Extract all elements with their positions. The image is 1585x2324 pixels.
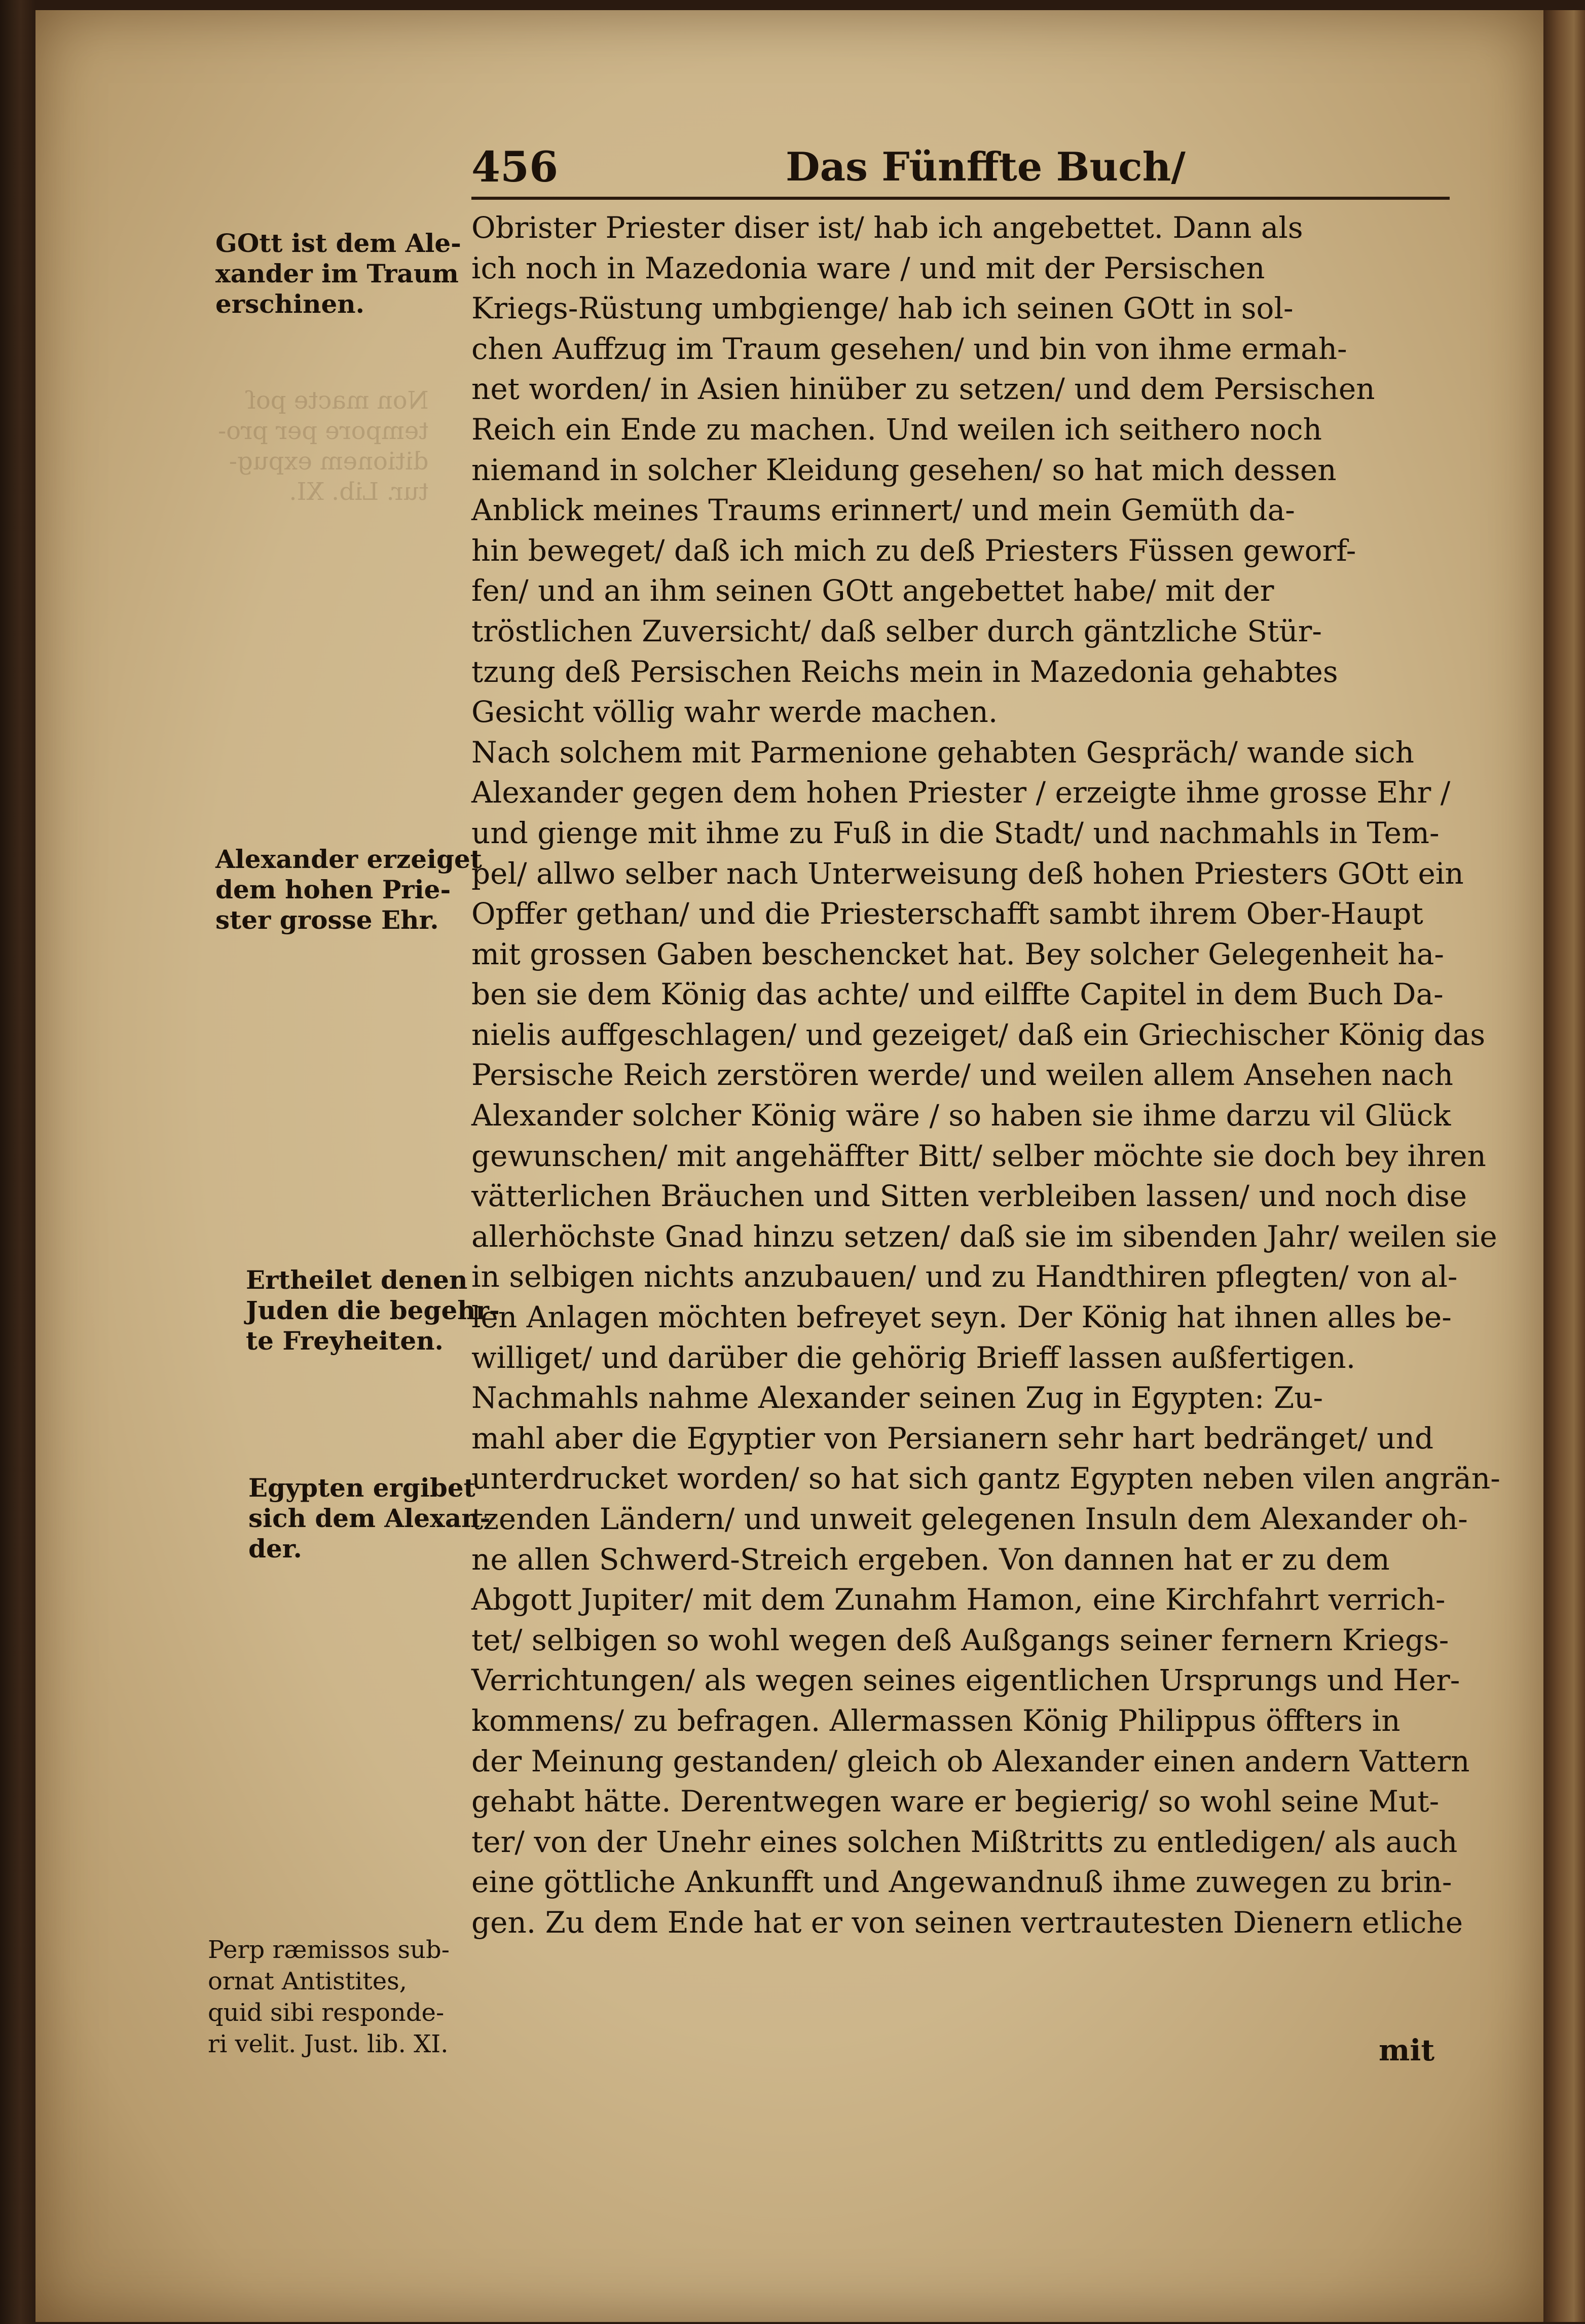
header-rule [471,197,1450,200]
page-header [471,142,1450,198]
text-line: Persische Reich zerstören werde/ und weilen allem Ansehen nach [471,1058,1453,1093]
text-line: der Meinung gestanden/ gleich ob Alexander einen andern Vattern [471,1744,1470,1778]
text-line: ter/ von der Unehr eines solchen Mißtritts zu entledigen/ als auch [471,1824,1458,1859]
margin-note-line: sich dem Alexan- [248,1503,491,1533]
text-line: tröstlichen Zuversicht/ daß selber durch gäntzliche Stür- [471,613,1322,648]
margin-note-line: xander im Traum [215,259,459,288]
margin-note-line: dem hohen Prie- [215,875,451,904]
latin-note-line: quid sibi responde- [208,1999,445,2027]
text-line: gewunschen/ mit angehäffter Bitt/ selber möchte sie doch bey ihren [471,1138,1486,1173]
paragraph [471,208,1450,733]
text-line: gehabt hätte. Derentwegen ware er begierig/ so wohl seine Mut- [471,1784,1440,1819]
text-line: mahl aber die Egyptier von Persianern sehr hart bedränget/ und [471,1421,1434,1456]
text-line: chen Auffzug im Traum gesehen/ und bin von ihme ermah- [471,331,1347,366]
text-line: nielis auffgeschlagen/ und gezeiget/ daß ein Griechischer König das [471,1017,1486,1052]
text-line: Anblick meines Traums erinnert/ und mein Gemüth da- [471,493,1295,528]
margin-note-line: erschinen. [215,289,365,319]
margin-note-line: GOtt ist dem Ale- [215,228,461,258]
text-line: Nach solchem mit Parmenione gehabten Gespräch/ wande sich [471,735,1414,770]
text-line: tet/ selbigen so wohl wegen deß Außgangs seiner fernern Kriegs- [471,1622,1449,1657]
margin-note-line: Alexander erzeiget [215,844,482,874]
text-line: niemand in solcher Kleidung gesehen/ so hat mich dessen [471,452,1337,487]
margin-note [246,1265,500,1356]
text-line: kommens/ zu befragen. Allermassen König Philippus öffters in [471,1703,1400,1738]
margin-note-line: ster grosse Ehr. [215,905,439,935]
text-line: Alexander solcher König wäre / so haben sie ihme darzu vil Glück [471,1098,1451,1133]
margin-note-line: Ertheilet denen [246,1265,468,1295]
text-line: Reich ein Ende zu machen. Und weilen ich seithero noch [471,412,1322,447]
text-line: eine göttliche Ankunfft und Angewandnuß ihme zuwegen zu brin- [471,1865,1452,1900]
catchword: mit [1379,2033,1435,2067]
text-line: Obrister Priester diser ist/ hab ich angebettet. Dann als [471,210,1303,245]
margin-note [215,228,461,319]
text-line: fen/ und an ihm seinen GOtt angebettet habe/ mit der [471,573,1274,608]
margin-note-line: der. [248,1534,302,1564]
page-number: 456 [471,143,559,192]
text-line: ben sie dem König das achte/ und eilffte Capitel in dem Buch Da- [471,977,1444,1012]
show-through-text: Non macte poſ tempore per pro- ditionem expug- tur. Lib. XI. [218,386,429,506]
text-line: allerhöchste Gnad hinzu setzen/ daß sie im sibenden Jahr/ weilen sie [471,1219,1497,1254]
text-line: Nachmahls nahme Alexander seinen Zug in Egypten: Zu- [471,1381,1323,1415]
running-head: Das Fünffte Buch/ [786,144,1186,190]
margin-note-line: Egypten ergibet [248,1473,475,1503]
paragraph [471,1378,1500,1943]
text-line: williget/ und darüber die gehörig Brieff lassen außfertigen. [471,1340,1356,1375]
text-line: ich noch in Mazedonia ware / und mit der Persischen [471,250,1265,285]
text-line: gen. Zu dem Ende hat er von seinen vertrautesten Dienern etliche [471,1905,1463,1940]
text-line: tzung deß Persischen Reichs mein in Mazedonia gehabtes [471,654,1338,689]
body-text [471,208,1500,1943]
text-line: pel/ allwo selber nach Unterweisung deß hohen Priesters GOtt ein [471,856,1464,891]
text-line: in selbigen nichts anzubauen/ und zu Handthiren pflegten/ von al- [471,1259,1458,1294]
text-line: und gienge mit ihme zu Fuß in die Stadt/ und nachmahls in Tem- [471,815,1440,850]
text-line: Verrichtungen/ als wegen seines eigentlichen Ursprungs und Her- [471,1663,1460,1698]
text-line: Abgott Jupiter/ mit dem Zunahm Hamon, eine Kirchfahrt verrich- [471,1582,1446,1617]
text-line: Gesicht völlig wahr werde machen. [471,695,998,730]
paragraph [471,733,1497,1378]
margin-note-line: te Freyheiten. [246,1326,444,1356]
margin-note [248,1473,491,1564]
text-line: Kriegs-Rüstung umbgienge/ hab ich seinen GOtt in sol- [471,291,1294,326]
text-line: hin beweget/ daß ich mich zu deß Priesters Füssen geworf- [471,533,1356,568]
latin-note-line: Perp ræmissos sub- [208,1936,450,1964]
text-line: unterdrucket worden/ so hat sich gantz Egypten neben vilen angrän- [471,1461,1500,1496]
text-line: net worden/ in Asien hinüber zu setzen/ und dem Persischen [471,372,1375,407]
text-line: tzenden Ländern/ und unweit gelegenen Insuln dem Alexander oh- [471,1502,1468,1536]
latin-note-line: ornat Antistites, [208,1967,407,1995]
latin-margin-note [208,1934,461,2060]
text-line: Opffer gethan/ und die Priesterschafft sambt ihrem Ober-Haupt [471,896,1423,931]
text-line: ne allen Schwerd-Streich ergeben. Von dannen hat er zu dem [471,1542,1390,1577]
text-line: len Anlagen möchten befreyet seyn. Der König hat ihnen alles be- [471,1300,1452,1335]
text-line: vätterlichen Bräuchen und Sitten verbleiben lassen/ und noch dise [471,1179,1467,1214]
facing-page-edge [1543,10,1585,2322]
latin-note-line: ri velit. Just. lib. XI. [208,2030,449,2058]
text-line: mit grossen Gaben beschencket hat. Bey solcher Gelegenheit ha- [471,936,1444,971]
text-line: Alexander gegen dem hohen Priester / erzeigte ihme grosse Ehr / [471,775,1451,810]
margin-note-line: Juden die begehr- [246,1295,500,1325]
margin-note [215,844,482,935]
